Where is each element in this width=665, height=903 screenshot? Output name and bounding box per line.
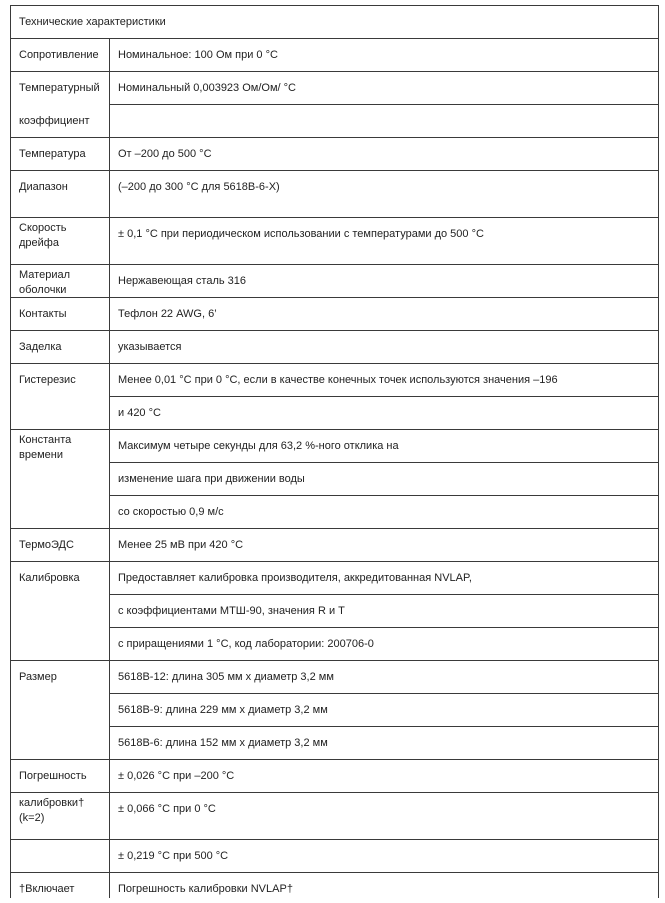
row-value: со скоростью 0,9 м/с	[118, 506, 224, 518]
row-value: Тефлон 22 AWG, 6’	[118, 308, 217, 320]
table-header: Технические характеристики	[19, 16, 166, 28]
row-value: 5618B-9: длина 229 мм x диаметр 3,2 мм	[118, 704, 328, 716]
row-label: калибровки†	[19, 797, 85, 809]
row-value: 5618B-6: длина 152 мм x диаметр 3,2 мм	[118, 737, 328, 749]
row-label: Скорость	[19, 222, 67, 234]
table-rule	[10, 839, 659, 840]
row-value: (–200 до 300 °C для 5618B-6-X)	[118, 181, 280, 193]
row-label: Контакты	[19, 308, 67, 320]
row-value: указывается	[118, 341, 182, 353]
table-rule	[10, 363, 659, 364]
table-rule	[10, 71, 659, 72]
table-rule	[10, 264, 659, 265]
row-label: Калибровка	[19, 572, 80, 584]
table-rule	[10, 660, 659, 661]
row-label: времени	[19, 449, 63, 461]
row-value: Погрешность калибровки NVLAP†	[118, 883, 293, 895]
row-label: Температура	[19, 148, 86, 160]
row-value: Предоставляет калибровка производителя, аккредитованная NVLAP,	[118, 572, 472, 584]
table-rule	[10, 759, 659, 760]
row-label: коэффициент	[19, 115, 90, 127]
table-rule	[109, 726, 659, 727]
row-value: и 420 °C	[118, 407, 161, 419]
row-value: Нержавеющая сталь 316	[118, 275, 247, 287]
table-rule	[109, 594, 659, 595]
row-label: ТермоЭДС	[19, 539, 74, 551]
table-rule	[109, 104, 659, 105]
table-rule	[109, 495, 659, 496]
table-rule	[10, 872, 659, 873]
row-value: изменение шага при движении воды	[118, 473, 305, 485]
table-rule	[109, 396, 659, 397]
row-label: Погрешность	[19, 770, 87, 782]
table-rule	[10, 330, 659, 331]
row-label: оболочки	[19, 284, 67, 296]
table-rule	[10, 792, 659, 793]
row-label: Сопротивление	[19, 49, 99, 61]
row-label: Константа	[19, 434, 72, 446]
row-value: Менее 25 мВ при 420 °C	[118, 539, 244, 551]
row-label: Размер	[19, 671, 57, 683]
row-value: ± 0,1 °C при периодическом использовании с температурами до 500 °C	[118, 228, 484, 240]
row-label: Гистерезис	[19, 374, 76, 386]
table-rule	[10, 170, 659, 171]
row-value: От –200 до 500 °C	[118, 148, 212, 160]
table-rule	[10, 528, 659, 529]
row-label: Диапазон	[19, 181, 68, 193]
table-rule	[109, 627, 659, 628]
table-rule	[10, 429, 659, 430]
row-value: Номинальное: 100 Ом при 0 °C	[118, 49, 278, 61]
row-value: ± 0,026 °C при –200 °C	[118, 770, 235, 782]
table-rule	[10, 5, 659, 6]
table-rule	[10, 217, 659, 218]
table-rule	[109, 38, 110, 898]
table-rule	[658, 5, 659, 898]
row-value: 5618B-12: длина 305 мм x диаметр 3,2 мм	[118, 671, 334, 683]
table-rule	[109, 693, 659, 694]
specifications-table	[10, 5, 659, 903]
row-label: †Включает	[19, 883, 75, 895]
row-value: ± 0,066 °C при 0 °C	[118, 803, 216, 815]
row-value: Максимум четыре секунды для 63,2 %-ного отклика на	[118, 440, 399, 452]
row-value: Менее 0,01 °C при 0 °C, если в качестве конечных точек используются значения –196	[118, 374, 558, 386]
row-label: Температурный	[19, 82, 100, 94]
table-rule	[10, 561, 659, 562]
row-label: Заделка	[19, 341, 62, 353]
table-rule	[10, 38, 659, 39]
row-label: Материал	[19, 269, 70, 281]
row-value: Номинальный 0,003923 Ом/Ом/ °C	[118, 82, 296, 94]
row-value: с коэффициентами МТШ-90, значения R и T	[118, 605, 345, 617]
row-value: ± 0,219 °C при 500 °C	[118, 850, 229, 862]
table-rule	[10, 137, 659, 138]
table-rule	[109, 462, 659, 463]
row-label: (k=2)	[19, 812, 45, 824]
table-rule	[10, 5, 11, 898]
row-value: с приращениями 1 °C, код лаборатории: 200706-0	[118, 638, 374, 650]
table-rule	[10, 297, 659, 298]
row-label: дрейфа	[19, 237, 59, 249]
